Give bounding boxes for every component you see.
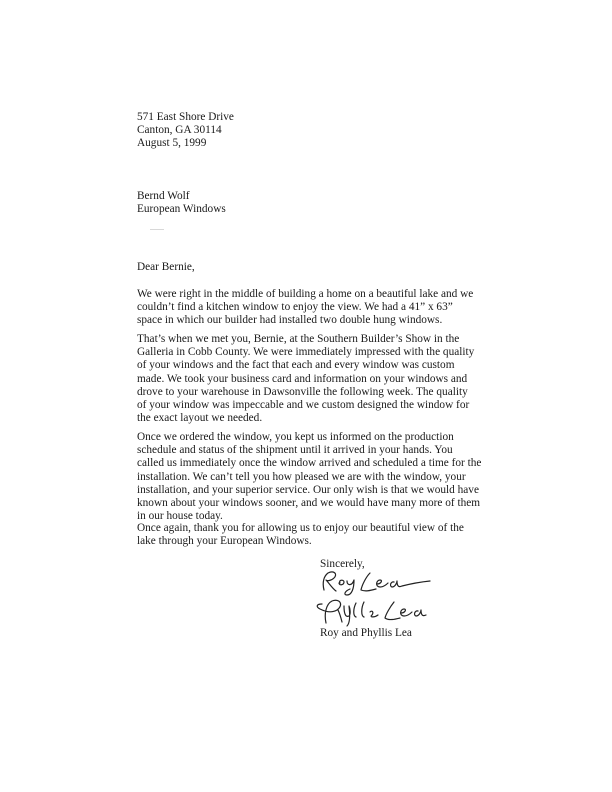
salutation: Dear Bernie, <box>137 261 195 273</box>
paragraph-4 <box>137 522 464 548</box>
paragraph-line: Galleria in Cobb County. We were immediately impressed with the quality <box>137 346 475 359</box>
paragraph-line: drove to your warehouse in Dawsonville the following week. The quality <box>137 385 468 398</box>
paragraph-line: lake through your European Windows. <box>137 535 312 548</box>
letter-date: August 5, 1999 <box>137 137 207 150</box>
recipient-company: European Windows <box>137 203 226 216</box>
scan-mark <box>150 229 164 230</box>
paragraph-line: That’s when we met you, Bernie, at the Southern Builder’s Show in the <box>137 333 460 345</box>
paragraph-line: the exact layout we needed. <box>137 412 263 425</box>
paragraph-line: made. We took your business card and information on your windows and <box>137 372 468 385</box>
signature-roy-lea <box>314 568 434 598</box>
paragraph-line: couldn’t find a kitchen window to enjoy the view. We had a 41” x 63” <box>137 301 453 314</box>
paragraph-3 <box>137 431 481 523</box>
paragraph-line: Once we ordered the window, you kept us informed on the production <box>137 431 454 443</box>
paragraph-line: We were right in the middle of building a home on a beautiful lake and we <box>137 288 474 300</box>
paragraph-2 <box>137 333 474 425</box>
paragraph-line: called us immediately once the window arrived and scheduled a time for the <box>137 457 482 470</box>
recipient-name: Bernd Wolf <box>137 190 190 202</box>
paragraph-1 <box>137 288 473 328</box>
sender-city-state-zip: Canton, GA 30114 <box>137 124 222 137</box>
signature-roy-lea-image <box>314 568 434 598</box>
paragraph-line: schedule and status of the shipment until it arrived in your hands. You <box>137 444 453 457</box>
paragraph-line: Once again, thank you for allowing us to enjoy our beautiful view of the <box>137 522 464 534</box>
signature-block: Roy and Phyllis Lea <box>320 627 412 639</box>
paragraph-line: installation, and your superior service. Our only wish is that we would have <box>137 483 479 496</box>
paragraph-line: of your window was impeccable and we custom designed the window for <box>137 399 470 412</box>
paragraph-line: in our house today. <box>137 510 223 523</box>
closing: Sincerely, <box>320 558 365 570</box>
sender-address <box>137 111 234 151</box>
sender-street: 571 East Shore Drive <box>137 111 234 123</box>
recipient-address <box>137 190 226 216</box>
paragraph-line: of your windows and the fact that each and every window was custom <box>137 359 455 372</box>
paragraph-line: known about your windows sooner, and we would have many more of them <box>137 497 481 510</box>
paragraph-line: installation. We can’t tell you how pleased we are with the window, your <box>137 470 466 483</box>
paragraph-line: space in which our builder had installed two double hung windows. <box>137 314 443 327</box>
